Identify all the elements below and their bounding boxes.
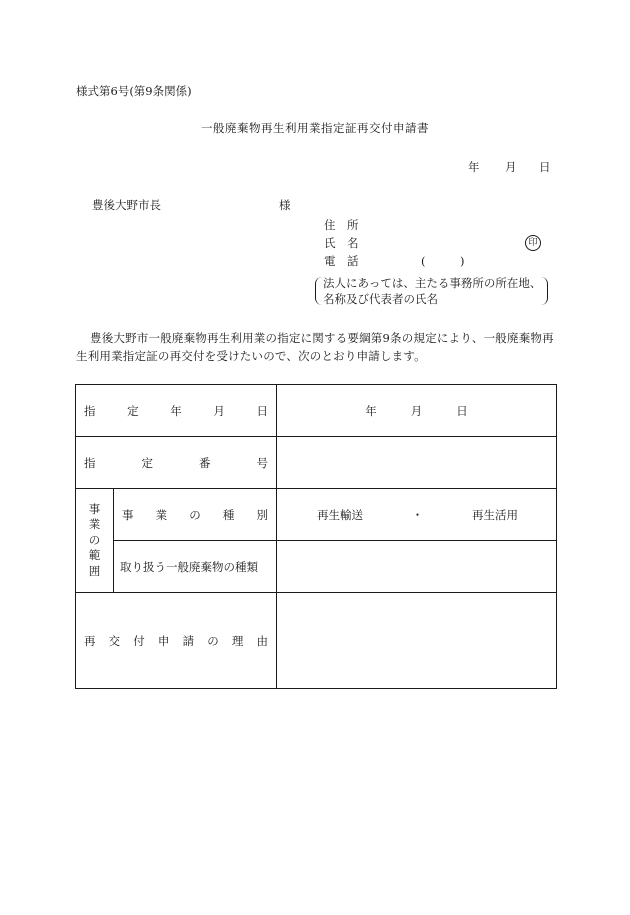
business-scope-label-char: の: [88, 532, 101, 547]
name-label: 氏 名: [324, 236, 359, 250]
business-type-option-transport[interactable]: 再生輸送: [317, 507, 363, 522]
business-scope-label-char: 業: [88, 517, 101, 532]
corporate-note-line1: 法人にあっては、主たる事務所の所在地、: [323, 276, 542, 290]
application-statement: 豊後大野市一般廃棄物再生利用業の指定に関する要綱第9条の規定により、一般廃棄物再生利用業指定証の再交付を受けたいので、次のとおり申請します。: [76, 331, 554, 363]
phone-parentheses: ( ): [421, 254, 465, 268]
row-business-type: [76, 489, 557, 541]
reissue-reason-label-char: 由: [256, 633, 268, 648]
business-scope-label-char: 囲: [88, 563, 101, 578]
designation-number-label-char: 定: [141, 455, 153, 470]
business-scope-label-char: 範: [88, 548, 101, 563]
note-right-brace: [541, 277, 548, 305]
form-number: 様式第6号(第9条関係): [76, 84, 192, 98]
address-label: 住 所: [324, 218, 359, 232]
date-month-label: 月: [505, 160, 517, 174]
reissue-reason-label-char: 請: [182, 633, 195, 648]
business-scope-label-char: 事: [88, 501, 101, 516]
business-scope-label-cell: [76, 489, 114, 593]
reissue-reason-label-cell: [76, 593, 277, 689]
waste-type-value-cell[interactable]: [277, 541, 557, 593]
business-type-label-char: 事: [122, 507, 134, 522]
designation-number-value-cell[interactable]: [277, 437, 557, 489]
designation-date-label-char: 指: [84, 403, 96, 418]
waste-type-label: 取り扱う一般廃棄物の種類: [120, 559, 258, 574]
designation-date-label-char: 定: [127, 403, 139, 418]
reissue-reason-value-cell[interactable]: [277, 593, 557, 689]
row-waste-type: [76, 541, 557, 593]
corporate-note: [323, 276, 541, 307]
note-left-brace: [315, 277, 322, 305]
reissue-reason-label-char: 理: [231, 633, 244, 648]
reissue-reason-label-char: 付: [133, 633, 145, 648]
date-day-label: 日: [539, 160, 551, 174]
application-table: [75, 384, 557, 689]
date-year-label: 年: [468, 160, 480, 174]
row-designation-date: [76, 385, 557, 437]
addressee-name: 豊後大野市長: [92, 198, 161, 212]
business-type-separator: ・: [411, 507, 424, 522]
business-type-label-char: 別: [256, 507, 268, 522]
designation-date-label-char: 年: [170, 403, 182, 418]
reissue-reason-label-char: の: [207, 633, 219, 648]
business-type-value-cell[interactable]: [277, 489, 557, 541]
reissue-reason-label-char: 再: [84, 633, 96, 648]
phone-label: 電 話: [324, 254, 359, 268]
designation-date-value-cell[interactable]: [277, 385, 557, 437]
designation-number-label-cell: [76, 437, 277, 489]
business-type-option-utilization[interactable]: 再生活用: [472, 507, 518, 522]
business-type-label-char: の: [189, 507, 201, 522]
seal-mark: 印: [525, 235, 541, 251]
designation-month-unit: 月: [410, 403, 423, 418]
designation-date-label-char: 月: [213, 403, 225, 418]
business-type-label-cell: [114, 489, 277, 541]
designation-number-label-char: 号: [256, 455, 268, 470]
designation-year-unit: 年: [365, 403, 377, 418]
business-type-label-char: 種: [222, 507, 235, 522]
document-title: 一般廃棄物再生利用業指定証再交付申請書: [201, 121, 429, 135]
reissue-reason-label-char: 交: [108, 633, 121, 648]
waste-type-label-cell: [114, 541, 277, 593]
designation-date-label-char: 日: [256, 403, 268, 418]
designation-day-unit: 日: [456, 403, 468, 418]
designation-number-label-char: 番: [199, 455, 211, 470]
reissue-reason-label-char: 申: [157, 633, 170, 648]
corporate-note-line2: 名称及び代表者の氏名: [323, 291, 438, 306]
designation-date-label-cell: [76, 385, 277, 437]
business-type-label-char: 業: [155, 507, 168, 522]
designation-number-label-char: 指: [84, 455, 96, 470]
row-designation-number: [76, 437, 557, 489]
addressee-honorific: 様: [279, 198, 291, 212]
row-reissue-reason: [76, 593, 557, 689]
